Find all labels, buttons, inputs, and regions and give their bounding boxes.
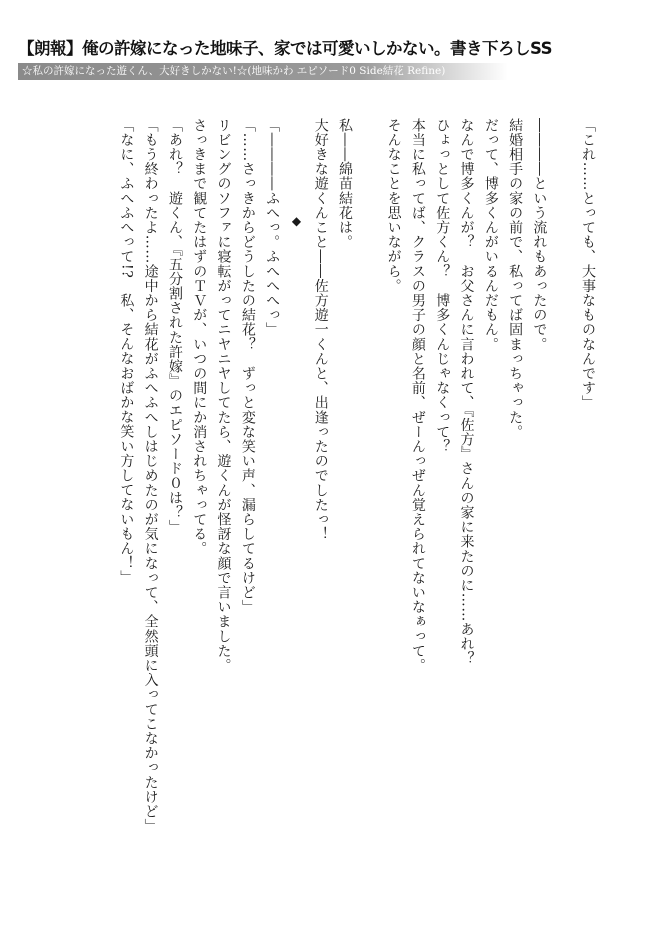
vertical-body-text	[40, 118, 600, 908]
paragraph: そんなことを思いながら。	[385, 118, 402, 294]
paragraph: 「――――ふへっ。ふへへへっ」	[264, 118, 281, 337]
paragraph: 「もう終わったよ……途中から結花がふへふへしはじめたのが気になって、全然頭に入ってこなかったけど」	[142, 118, 159, 834]
paragraph: 「……さっきからどうしたの結花？ ずっと変な笑い声、漏らしてるけど」	[239, 118, 256, 615]
page-title: 【朗報】俺の許嫁になった地味子、家では可愛いしかない。書き下ろしSS	[18, 39, 553, 58]
scene-break-diamond: ◆	[289, 214, 304, 229]
paragraph-blank	[551, 118, 575, 908]
paragraph: だって、博多くんがいるんだもん。	[482, 118, 499, 352]
paragraph: ――――という流れもあったので。	[531, 118, 548, 352]
paragraph: 「あれ？ 遊くん、『五分割された許嫁』のエピソード０は？」	[166, 118, 183, 535]
paragraph: 「なに、ふへふへって!? 私、そんなおばかな笑い方してないもん！」	[118, 118, 135, 585]
paragraph: 「これ……とっても、大事なものなんです」	[580, 118, 596, 410]
page-subtitle-banner: ☆私の許嫁になった遊くん、大好きしかない!☆(地味かわ エピソード0 Side結花 Refine)	[18, 63, 508, 80]
paragraph: 本当に私ってば、クラスの男子の顔と名前、ぜーんっぜん覚えられてないなぁって。	[409, 118, 426, 673]
paragraph: 大好きな遊くんこと――佐方遊一くんと、出逢ったのでしたっ！	[312, 118, 329, 542]
paragraph-blank	[357, 118, 381, 908]
paragraph: 結婚相手の家の前で、私ってば固まっちゃった。	[507, 118, 524, 440]
paragraph: なんで博多くんが？ お父さんに言われて、『佐方』さんの家に来たのに……あれ？	[458, 118, 475, 666]
paragraph: ひょっとして佐方くん？ 博多くんじゃなくって？	[434, 118, 451, 454]
paragraph: 私――綿苗結花は。	[337, 118, 354, 250]
paragraph: さっきまで観てたはずのＴＶが、いつの間にか消されちゃってる。	[191, 118, 208, 556]
paragraph: リビングのソファに寝転がってニヤニヤしてたら、遊くんが怪訝な顔で言いました。	[215, 118, 232, 673]
